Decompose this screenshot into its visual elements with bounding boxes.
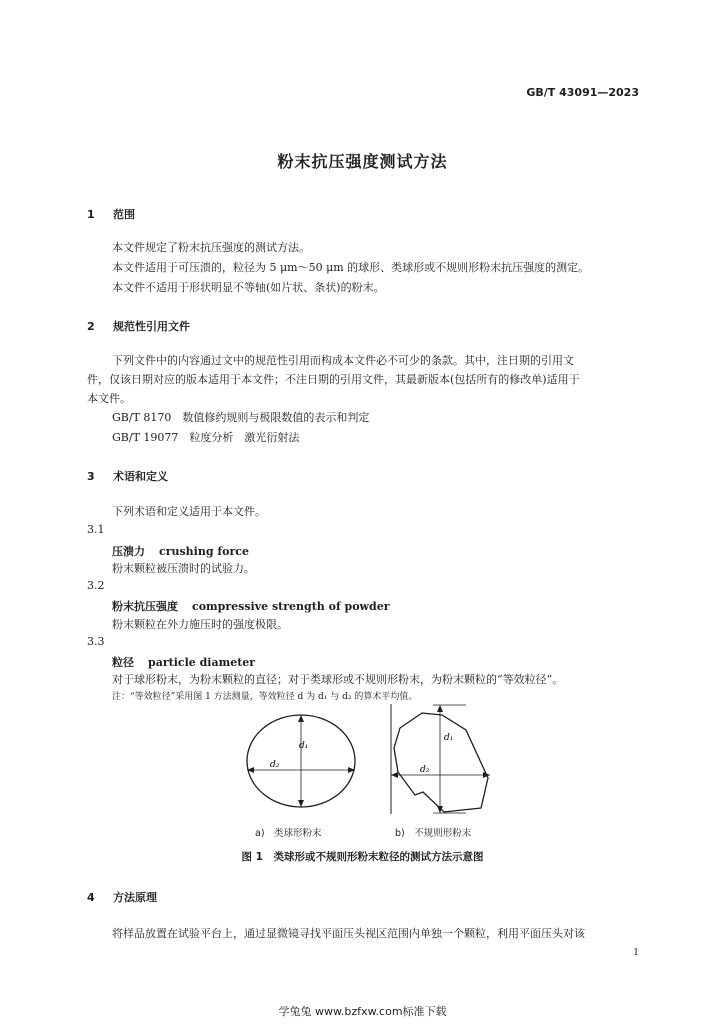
term-english: crushing force [159, 545, 249, 558]
standard-number: GB/T 43091—2023 [526, 86, 639, 99]
term-number: 3.2 [87, 579, 105, 592]
section-number: 2 [87, 320, 95, 333]
d2-label: d₂ [270, 760, 280, 770]
paragraph: 将样品放置在试验平台上，通过显微镜寻找平面压头视区范围内单独一个颗粒，利用平面压头对该 [112, 927, 585, 940]
paragraph-line: 下列文件中的内容通过文中的规范性引用而构成本文件必不可少的条款。其中，注日期的引用文 [112, 354, 574, 367]
arrowhead [437, 705, 443, 712]
spherical-particle-figure [247, 715, 355, 807]
section-number: 4 [87, 891, 95, 904]
subfigure-caption-a: a) 类球形粉末 [255, 828, 322, 839]
d2-label: d₂ [420, 765, 430, 775]
paragraph: 本文件规定了粉末抗压强度的测试方法。 [112, 241, 310, 254]
term-chinese: 压溃力 [112, 545, 145, 558]
arrowhead [298, 800, 304, 807]
term-english: particle diameter [148, 656, 256, 669]
term-definition: 粉末颗粒被压溃时的试验力。 [112, 562, 255, 575]
paragraph: 本文件适用于可压溃的，粒径为 5 μm～50 μm 的球形、类球形或不规则形粉末抗压强度的测定。 [112, 261, 590, 274]
reference-item: GB/T 19077 粒度分析 激光衍射法 [112, 431, 300, 444]
term-english: compressive strength of powder [192, 600, 390, 613]
reference-item: GB/T 8170 数值修约规则与极限数值的表示和判定 [112, 411, 370, 424]
arrowhead [483, 772, 490, 778]
section-title: 规范性引用文件 [113, 320, 190, 333]
section-title: 范围 [113, 208, 135, 221]
term-number: 3.1 [87, 523, 105, 536]
section-title: 术语和定义 [113, 470, 168, 483]
term-chinese: 粒径 [112, 656, 134, 669]
d1-label: d₁ [299, 741, 309, 751]
section-4-heading [87, 889, 157, 905]
paragraph: 本文件不适用于形状明显不等轴(如片状、条状)的粉末。 [112, 281, 385, 294]
arrowhead [298, 715, 304, 722]
section-number: 3 [87, 470, 95, 483]
page-number: 1 [633, 948, 639, 958]
term-number: 3.3 [87, 635, 105, 648]
d1-label: d₁ [444, 733, 454, 743]
section-1-heading [87, 206, 135, 222]
note: 注：“等效粒径”采用图 1 方法测量，等效粒径 d 为 d₁ 与 d₂ 的算术平均值。 [112, 692, 418, 702]
subfigure-caption-b: b) 不规则形粉末 [395, 828, 472, 839]
irregular-particle-outline [394, 713, 488, 812]
section-title: 方法原理 [113, 891, 157, 904]
paragraph: 下列术语和定义适用于本文件。 [112, 505, 266, 518]
figure-caption: 图 1 类球形或不规则形粉末粒径的测试方法示意图 [241, 851, 484, 863]
figure-1-diagram [240, 700, 510, 818]
arrowhead [391, 772, 398, 778]
term-definition: 对于球形粉末，为粉末颗粒的直径；对于类球形或不规则形粉末，为粉末颗粒的“等效粒径”。 [112, 673, 564, 686]
section-3-heading [87, 468, 168, 484]
term-chinese: 粉末抗压强度 [112, 600, 178, 613]
document-title: 粉末抗压强度测试方法 [277, 152, 448, 171]
term-heading [112, 654, 255, 670]
section-2-heading [87, 318, 190, 334]
irregular-particle-figure [391, 704, 490, 814]
paragraph-line: 本文件。 [87, 392, 131, 405]
footer-watermark: 学兔兔 www.bzfxw.com标准下载 [278, 1005, 447, 1018]
section-number: 1 [87, 208, 95, 221]
term-definition: 粉末颗粒在外力施压时的强度极限。 [112, 618, 288, 631]
term-heading [112, 543, 249, 559]
term-heading [112, 598, 390, 614]
paragraph-line: 件，仅该日期对应的版本适用于本文件；不注日期的引用文件，其最新版本(包括所有的修改单)适用于 [87, 373, 580, 386]
